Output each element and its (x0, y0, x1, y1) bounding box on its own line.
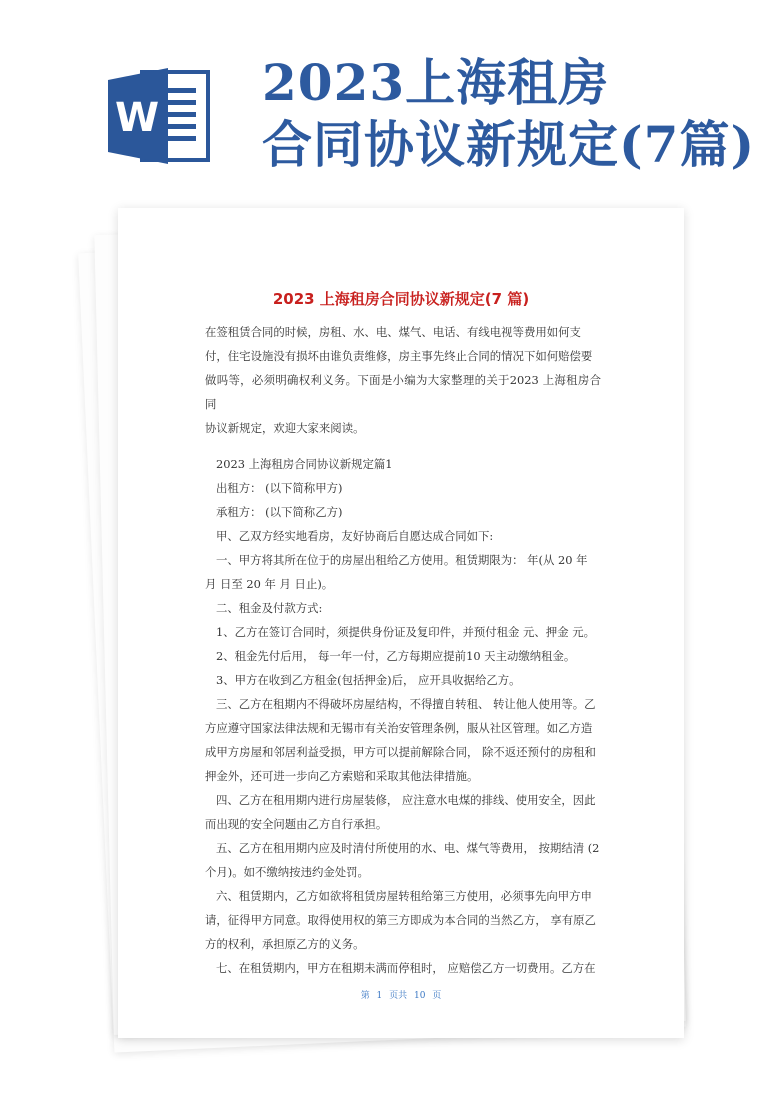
clause-line: 请，征得甲方同意。取得使用权的第三方即成为本合同的当然乙方， 享有原乙 (205, 913, 596, 927)
document-page (118, 208, 684, 1038)
clause-line: 方应遵守国家法律法规和无锡市有关治安管理条例，服从社区管理。如乙方造 (205, 721, 593, 735)
clause-line: 方的权利，承担原乙方的义务。 (205, 937, 365, 951)
clause-line: 四、乙方在租用期内进行房屋装修， 应注意水电煤的排线、使用安全，因此 (216, 793, 596, 807)
clause-line: 月 日至 20 年 月 日止)。 (205, 577, 334, 591)
clause-line: 个月)。如不缴纳按违约金处罚。 (205, 865, 369, 879)
clause-line: 七、在租赁期内，甲方在租期未满而停租时， 应赔偿乙方一切费用。乙方在 (216, 961, 596, 975)
clause-line: 押金外，还可进一步向乙方索赔和采取其他法律措施。 (205, 769, 479, 783)
clause-line: 1、乙方在签订合同时，须提供身份证及复印件，并预付租金 元、押金 元。 (216, 625, 595, 639)
lessee-line: 承租方： (以下简称乙方) (216, 505, 343, 519)
document-title: 2023 上海租房合同协议新规定(7 篇) (272, 290, 530, 308)
clause-line: 五、乙方在租用期内应及时清付所使用的水、电、煤气等费用， 按期结清 (2 (216, 841, 600, 855)
clause-line: 一、甲方将其所在位于的房屋出租给乙方使用。租赁期限为： 年(从 20 年 (216, 553, 588, 567)
page-footer: 第 1 页共 10 页 (360, 991, 442, 1001)
intro-line: 做吗等，必须明确权利义务。下面是小编为大家整理的关于2023 上海租房合同 (205, 373, 601, 411)
lessor-line: 出租方： (以下简称甲方) (216, 481, 343, 495)
intro-line: 协议新规定，欢迎大家来阅读。 (205, 421, 365, 435)
clause-line: 三、乙方在租期内不得破坏房屋结构，不得擅自转租、 转让他人使用等。乙 (216, 697, 596, 711)
cover-title-line-2: 合同协议新规定(7篇) (262, 115, 756, 174)
cover-title (262, 52, 772, 176)
clause-line: 甲、乙双方经实地看房，友好协商后自愿达成合同如下: (216, 529, 494, 543)
cover-title-line-1: 2023上海租房 (262, 53, 610, 112)
clause-line: 而出现的安全问题由乙方自行承担。 (205, 817, 388, 831)
clause-line: 3、甲方在收到乙方租金(包括押金)后， 应开具收据给乙方。 (216, 673, 521, 687)
section-heading: 2023 上海租房合同协议新规定篇1 (216, 457, 393, 471)
paragraph-gap (205, 440, 601, 452)
cover-header (0, 0, 780, 200)
svg-text:W: W (114, 95, 160, 141)
document-body (205, 320, 601, 980)
intro-line: 付，住宅设施没有损坏由谁负责维修，房主事先终止合同的情况下如何赔偿要 (205, 349, 593, 363)
clause-line: 六、租赁期内，乙方如欲将租赁房屋转租给第三方使用，必须事先向甲方申 (216, 889, 592, 903)
intro-line: 在签租赁合同的时候，房租、水、电、煤气、电话、有线电视等费用如何支 (205, 325, 581, 339)
word-document-icon (108, 68, 212, 164)
clause-line: 成甲方房屋和邻居利益受损，甲方可以提前解除合同， 除不返还预付的房租和 (205, 745, 596, 759)
clause-line: 二、租金及付款方式: (216, 601, 323, 615)
clause-line: 2、租金先付后用， 每一年一付，乙方每期应提前10 天主动缴纳租金。 (216, 649, 576, 663)
